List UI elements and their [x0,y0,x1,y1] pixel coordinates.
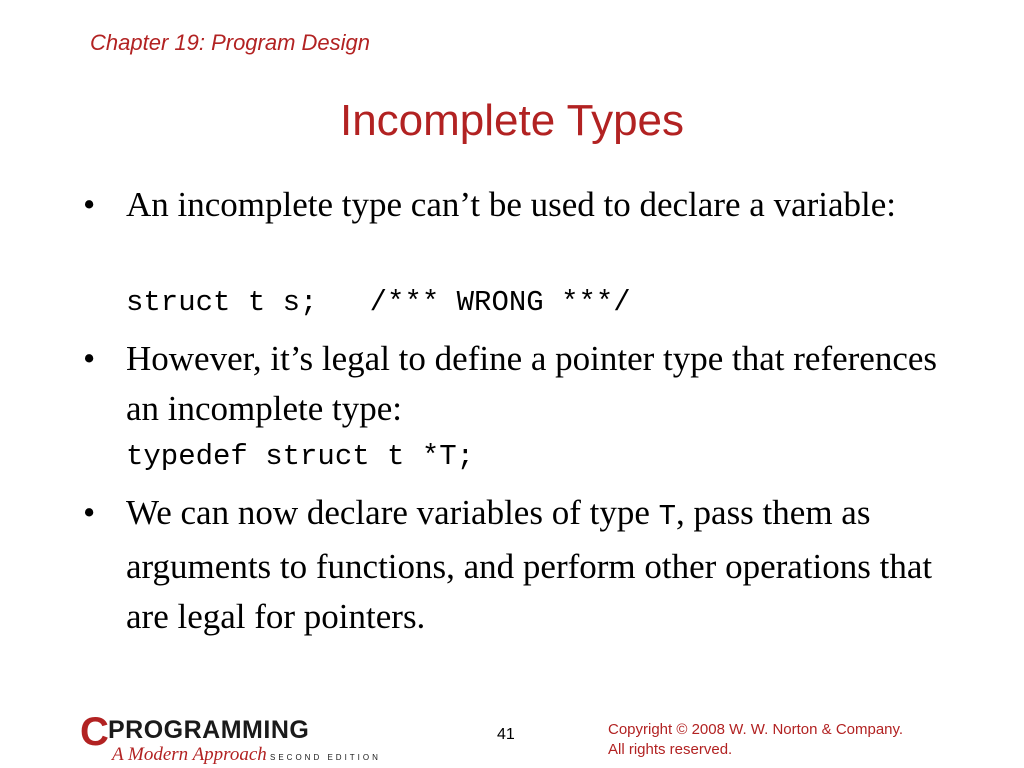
chapter-heading: Chapter 19: Program Design [90,30,371,55]
page-number: 41 [497,726,515,743]
slide-title: Incomplete Types [339,96,685,145]
bullet-text-before: We can now declare variables of type [126,493,659,532]
code-line: struct t s; /*** WRONG ***/ [126,286,631,319]
logo-edition: SECOND EDITION [270,753,381,762]
bullet-text: An incomplete type can’t be used to declare a variable: [126,185,896,224]
copyright-line: Copyright © 2008 W. W. Norton & Company. [608,721,904,738]
bullet-text [126,488,961,642]
code-line: typedef struct t *T; [126,440,475,473]
bullet-dot: • [83,339,96,378]
copyright-line: All rights reserved. [608,741,733,758]
bullet-text-after: , pass them as arguments to functions, and perform other operations that are legal for pointers. [126,493,933,636]
logo-letter: C [80,710,109,754]
bullet-item [83,180,963,280]
bullet-item [83,488,963,638]
inline-code: T [658,500,677,533]
logo-word: PROGRAMMING [108,716,310,744]
bullet-item [83,334,963,434]
bullet-text: However, it’s legal to define a pointer type that references an incomplete type: [126,339,938,428]
book-logo [80,712,380,766]
bullet-dot: • [83,493,96,532]
logo-subtitle: A Modern Approach [112,744,267,765]
copyright-notice [608,720,903,760]
bullet-dot: • [83,185,96,224]
